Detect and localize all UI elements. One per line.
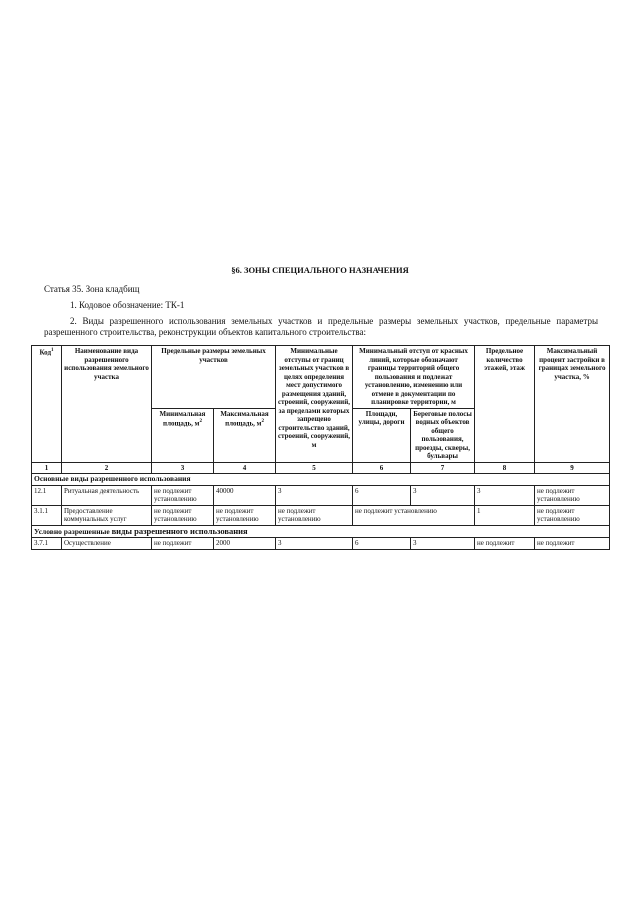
cell-min-area: не подлежит установлению <box>152 485 214 505</box>
cell-shore: 3 <box>411 485 475 505</box>
header-shore: Береговые полосы водных объектов общего пользования, проезды, скверы, бульвары <box>411 408 475 462</box>
cell-squares: 6 <box>353 538 411 550</box>
header-floors: Предельное количество этажей, этаж <box>475 346 535 463</box>
cell-min-area: не подлежит установлению <box>152 505 214 525</box>
cell-coverage: не подлежит установлению <box>535 505 610 525</box>
header-name: Наименование вида разрешенного использования земельного участка <box>62 346 152 463</box>
column-number: 2 <box>62 462 152 474</box>
cell-max-area: 40000 <box>214 485 276 505</box>
column-number: 4 <box>214 462 276 474</box>
cell-name: Осуществление <box>62 538 152 550</box>
section-main-row <box>32 474 610 486</box>
cell-squares: 6 <box>353 485 411 505</box>
column-number: 7 <box>411 462 475 474</box>
cell-coverage: не подлежит установлению <box>535 485 610 505</box>
cell-code: 3.1.1 <box>32 505 62 525</box>
article-heading: Статья 35. Зона кладбищ <box>44 284 140 294</box>
header-code: Код$^1$ <box>32 346 62 463</box>
zoning-table <box>31 345 610 550</box>
column-number: 8 <box>475 462 535 474</box>
column-numbers-row <box>32 462 610 474</box>
header-red-lines: Минимальный отступ от красных линий, которые обозначают границы территорий общего пользования и подлежат установлению, изменению или отмене в документации по планировке территории, м <box>353 346 475 409</box>
header-max-area: Максимальная площадь, $м^2$ <box>214 408 276 462</box>
cell-redline: не подлежит установлению <box>353 505 475 525</box>
cell-max-area: не подлежит установлению <box>214 505 276 525</box>
cell-coverage: не подлежит <box>535 538 610 550</box>
cell-max-area: 2000 <box>214 538 276 550</box>
header-row <box>32 346 610 409</box>
table-row <box>32 538 610 550</box>
section-conditional-row <box>32 525 610 538</box>
cell-name: Предоставление коммунальных услуг <box>62 505 152 525</box>
column-number: 1 <box>32 462 62 474</box>
column-number: 3 <box>152 462 214 474</box>
section-conditional-label: Условно разрешенные виды разрешенного использования <box>32 525 610 538</box>
cell-floors: 1 <box>475 505 535 525</box>
cell-setback: не подлежит установлению <box>276 505 353 525</box>
cell-name: Ритуальная деятельность <box>62 485 152 505</box>
section-main-label: Основные виды разрешенного использования <box>32 474 610 486</box>
table-row <box>32 485 610 505</box>
code-designation: 1. Кодовое обозначение: ТК-1 <box>70 300 185 310</box>
column-number: 5 <box>276 462 353 474</box>
cell-setback: 3 <box>276 485 353 505</box>
table-row <box>32 505 610 525</box>
cell-code: 12.1 <box>32 485 62 505</box>
header-setbacks: Минимальные отступы от границ земельных участков в целях определения мест допустимого размещения зданий, строений, сооружений, за пределами которых запрещено строительство зданий, строений, сооружений, м <box>276 346 353 463</box>
header-coverage: Максимальный процент застройки в границах земельного участка, % <box>535 346 610 463</box>
column-number: 6 <box>353 462 411 474</box>
cell-code: 3.7.1 <box>32 538 62 550</box>
cell-floors: 3 <box>475 485 535 505</box>
permitted-uses-paragraph: 2. Виды разрешенного использования земельных участков и предельные размеры земельных участков, предельные параметры разрешенного строительства, реконструкции объектов капитального строительства: <box>44 316 598 337</box>
cell-min-area: не подлежит <box>152 538 214 550</box>
header-plot-sizes: Предельные размеры земельных участков <box>152 346 276 409</box>
cell-floors: не подлежит <box>475 538 535 550</box>
section-title: §6. ЗОНЫ СПЕЦИАЛЬНОГО НАЗНАЧЕНИЯ <box>231 265 409 275</box>
cell-setback: 3 <box>276 538 353 550</box>
column-number: 9 <box>535 462 610 474</box>
cell-shore: 3 <box>411 538 475 550</box>
header-squares: Площади, улицы, дороги <box>353 408 411 462</box>
header-min-area: Минимальная площадь, $м^2$ <box>152 408 214 462</box>
